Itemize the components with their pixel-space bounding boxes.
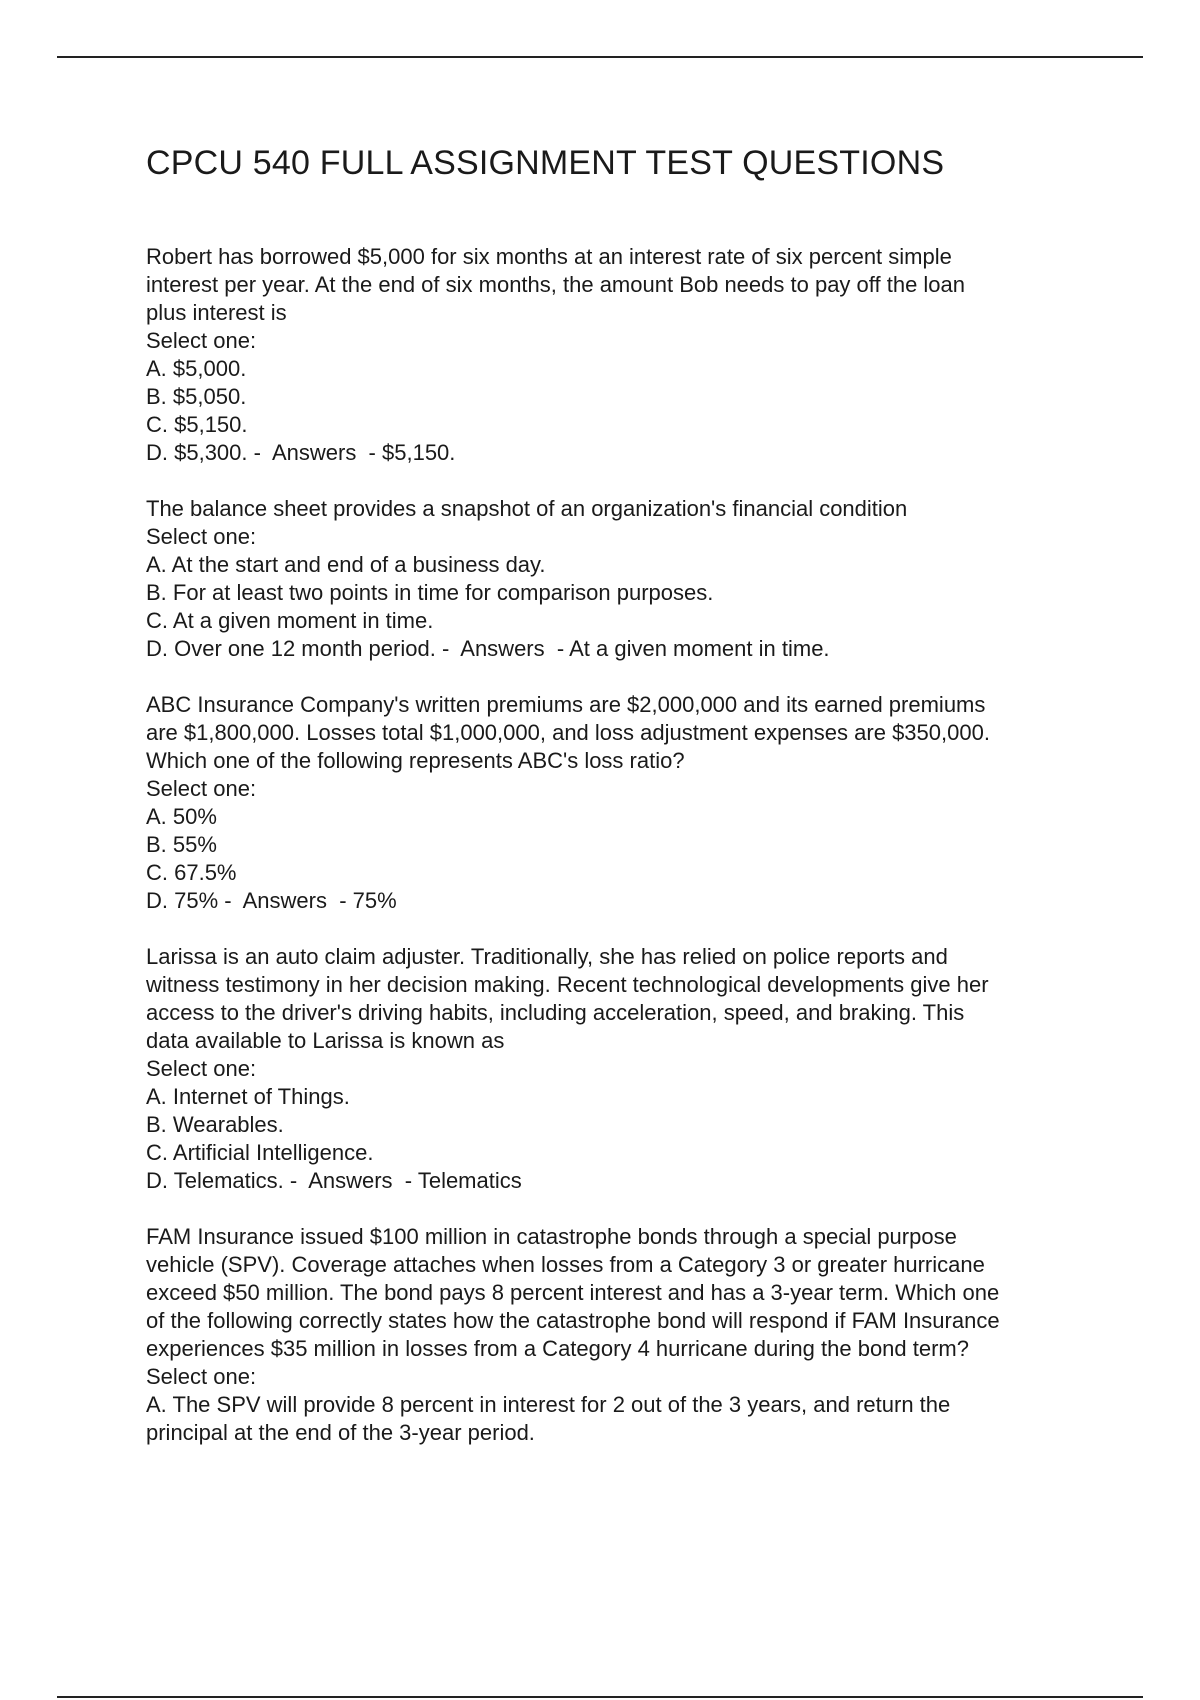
answer-prefix: - Answers - <box>283 1168 418 1193</box>
question-stem-line: ABC Insurance Company's written premiums are $2,000,000 and its earned premiums <box>146 692 986 717</box>
question-stem-line: witness testimony in her decision making. Recent technological developments give her <box>146 972 989 997</box>
answer-prefix: - Answers - <box>218 888 353 913</box>
question-stem-line: interest per year. At the end of six months, the amount Bob needs to pay off the loan <box>146 272 966 297</box>
select-one-label: Select one: <box>146 1364 257 1389</box>
option-b: B. Wearables. <box>146 1112 284 1137</box>
question-stem-line: FAM Insurance issued $100 million in catastrophe bonds through a special purpose <box>146 1224 957 1249</box>
option-a: A. $5,000. <box>146 356 247 381</box>
question-stem-line: of the following correctly states how the catastrophe bond will respond if FAM Insurance <box>146 1308 1000 1333</box>
option-d: D. Telematics. <box>146 1168 284 1193</box>
option-d-with-answer <box>146 439 1106 467</box>
answer-text: 75% <box>352 888 397 913</box>
question-3 <box>146 691 1106 915</box>
option-d-with-answer <box>146 887 1106 915</box>
question-stem-line: The balance sheet provides a snapshot of an organization's financial condition <box>146 496 908 521</box>
option-b: B. For at least two points in time for comparison purposes. <box>146 580 714 605</box>
answer-prefix: - Answers - <box>435 636 570 661</box>
option-d: D. $5,300. <box>146 440 248 465</box>
option-c: C. At a given moment in time. <box>146 608 434 633</box>
question-stem-line: data available to Larissa is known as <box>146 1028 505 1053</box>
answer-text: Telematics <box>417 1168 522 1193</box>
select-one-label: Select one: <box>146 524 257 549</box>
question-stem-line: Which one of the following represents ABC's loss ratio? <box>146 748 685 773</box>
question-5 <box>146 1223 1106 1447</box>
option-c: C. $5,150. <box>146 412 248 437</box>
option-c: C. 67.5% <box>146 860 237 885</box>
question-4 <box>146 943 1106 1195</box>
answer-prefix: - Answers - <box>247 440 382 465</box>
select-one-label: Select one: <box>146 328 257 353</box>
option-c: C. Artificial Intelligence. <box>146 1140 374 1165</box>
option-a-continued: principal at the end of the 3-year period. <box>146 1420 535 1445</box>
question-stem-line: Robert has borrowed $5,000 for six months at an interest rate of six percent simple <box>146 244 952 269</box>
option-a: A. 50% <box>146 804 217 829</box>
question-stem-line: vehicle (SPV). Coverage attaches when losses from a Category 3 or greater hurricane <box>146 1252 985 1277</box>
option-a: A. Internet of Things. <box>146 1084 350 1109</box>
option-a: A. The SPV will provide 8 percent in interest for 2 out of the 3 years, and return the <box>146 1392 951 1417</box>
option-b: B. $5,050. <box>146 384 247 409</box>
question-stem-line: experiences $35 million in losses from a Category 4 hurricane during the bond term? <box>146 1336 969 1361</box>
question-list <box>146 243 1106 1475</box>
answer-text: $5,150. <box>382 440 456 465</box>
option-d: D. 75% <box>146 888 219 913</box>
question-2 <box>146 495 1106 663</box>
question-stem-line: exceed $50 million. The bond pays 8 percent interest and has a 3-year term. Which one <box>146 1280 1000 1305</box>
question-stem-line: plus interest is <box>146 300 287 325</box>
option-d-with-answer <box>146 1167 1106 1195</box>
option-d: D. Over one 12 month period. <box>146 636 436 661</box>
question-1 <box>146 243 1106 467</box>
top-rule <box>57 56 1143 58</box>
question-stem-line: access to the driver's driving habits, including acceleration, speed, and braking. This <box>146 1000 965 1025</box>
select-one-label: Select one: <box>146 776 257 801</box>
page-title: CPCU 540 FULL ASSIGNMENT TEST QUESTIONS <box>146 144 945 182</box>
question-stem-line: Larissa is an auto claim adjuster. Traditionally, she has relied on police reports and <box>146 944 948 969</box>
select-one-label: Select one: <box>146 1056 257 1081</box>
option-d-with-answer <box>146 635 1106 663</box>
answer-text: At a given moment in time. <box>569 636 830 661</box>
option-b: B. 55% <box>146 832 217 857</box>
question-stem-line: are $1,800,000. Losses total $1,000,000, and loss adjustment expenses are $350,000. <box>146 720 990 745</box>
option-a: A. At the start and end of a business day. <box>146 552 546 577</box>
bottom-rule <box>57 1696 1143 1698</box>
